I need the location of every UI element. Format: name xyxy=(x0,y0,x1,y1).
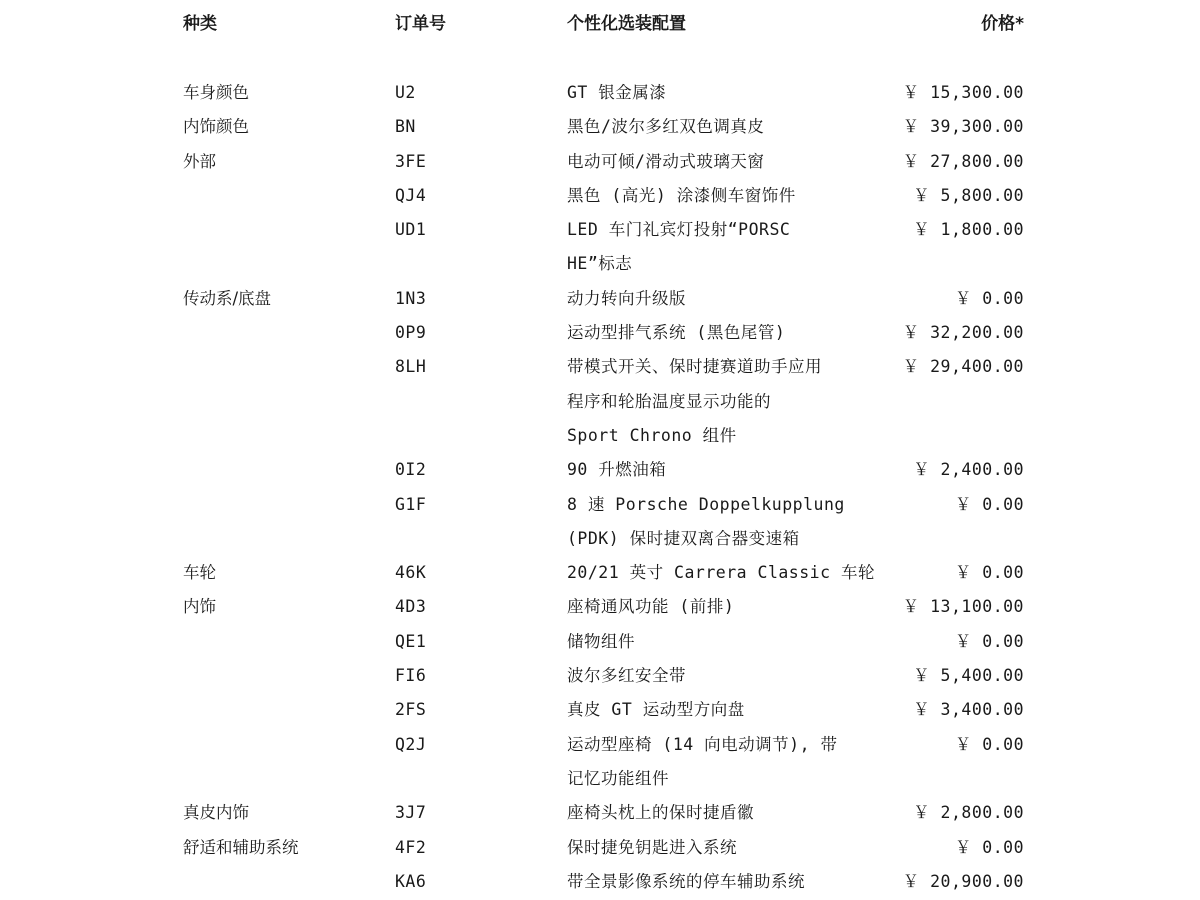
row-option: 波尔多红安全带 xyxy=(567,666,686,686)
table-row xyxy=(0,556,1200,590)
row-option: 20/21 英寸 Carrera Classic 车轮 xyxy=(567,563,875,583)
row-option: 保时捷免钥匙进入系统 xyxy=(567,837,737,857)
row-option: 动力转向升级版 xyxy=(567,288,686,308)
row-price: ￥ 0.00 xyxy=(954,288,1024,308)
table-row xyxy=(0,453,1200,487)
row-option: 座椅头枕上的保时捷盾徽 xyxy=(567,803,754,823)
row-price: ￥ 13,100.00 xyxy=(902,597,1024,617)
header-order-code: 订单号 xyxy=(395,14,446,34)
row-price: ￥ 0.00 xyxy=(954,631,1024,651)
row-code: 4D3 xyxy=(395,597,427,617)
row-code: 3J7 xyxy=(395,803,427,823)
row-price: ￥ 0.00 xyxy=(954,494,1024,514)
row-price: ￥ 39,300.00 xyxy=(902,117,1024,137)
table-row xyxy=(0,316,1200,350)
row-code: 8LH xyxy=(395,357,427,377)
row-option: 储物组件 xyxy=(567,631,635,651)
row-option: LED 车门礼宾灯投射“PORSC HE”标志 xyxy=(567,220,791,274)
row-option: 带模式开关、保时捷赛道助手应用 程序和轮胎温度显示功能的 Sport Chrono 组件 xyxy=(567,357,822,445)
row-option: GT 银金属漆 xyxy=(567,83,667,102)
table-row xyxy=(0,831,1200,865)
row-category: 传动系/底盘 xyxy=(183,288,272,308)
row-code: Q2J xyxy=(395,734,427,754)
row-category: 车身颜色 xyxy=(183,83,249,102)
row-price: ￥ 2,400.00 xyxy=(913,460,1024,480)
row-price: ￥ 1,800.00 xyxy=(913,220,1024,240)
row-code: 1N3 xyxy=(395,288,427,308)
row-option: 运动型座椅 (14 向电动调节), 带 记忆功能组件 xyxy=(567,734,838,788)
table-row xyxy=(0,350,1200,453)
row-category: 内饰 xyxy=(183,597,216,617)
row-code: U2 xyxy=(395,83,416,102)
row-price: ￥ 0.00 xyxy=(954,837,1024,857)
row-price: ￥ 2,800.00 xyxy=(913,803,1024,823)
table-row xyxy=(0,145,1200,179)
table-row xyxy=(0,796,1200,830)
row-category: 内饰颜色 xyxy=(183,117,249,137)
table-header xyxy=(0,10,1200,38)
row-option: 90 升燃油箱 xyxy=(567,460,667,480)
table-row xyxy=(0,693,1200,727)
row-category: 舒适和辅助系统 xyxy=(183,837,299,857)
row-category: 真皮内饰 xyxy=(183,803,249,823)
row-option: 带全景影像系统的停车辅助系统 xyxy=(567,871,805,891)
row-price: ￥ 32,200.00 xyxy=(902,323,1024,343)
row-option: 黑色 (高光) 涂漆侧车窗饰件 xyxy=(567,185,796,205)
row-price: ￥ 0.00 xyxy=(954,563,1024,583)
table-row xyxy=(0,213,1200,282)
row-category: 外部 xyxy=(183,151,216,171)
table-row xyxy=(0,110,1200,144)
table-row xyxy=(0,865,1200,899)
table-row xyxy=(0,625,1200,659)
row-option: 座椅通风功能 (前排) xyxy=(567,597,735,617)
row-price: ￥ 20,900.00 xyxy=(902,871,1024,891)
options-table xyxy=(0,76,1200,899)
row-code: BN xyxy=(395,117,416,137)
row-price: ￥ 3,400.00 xyxy=(913,700,1024,720)
header-option: 个性化选装配置 xyxy=(567,14,686,34)
row-code: 2FS xyxy=(395,700,427,720)
row-price: ￥ 5,800.00 xyxy=(913,185,1024,205)
row-option: 运动型排气系统 (黑色尾管) xyxy=(567,323,786,343)
table-row xyxy=(0,488,1200,557)
row-code: QE1 xyxy=(395,631,427,651)
row-option: 8 速 Porsche Doppelkupplung (PDK) 保时捷双离合器变速箱 xyxy=(567,494,845,548)
table-row xyxy=(0,282,1200,316)
row-option: 真皮 GT 运动型方向盘 xyxy=(567,700,745,720)
row-code: G1F xyxy=(395,494,427,514)
row-code: 0P9 xyxy=(395,323,427,343)
row-option: 黑色/波尔多红双色调真皮 xyxy=(567,117,765,137)
table-row xyxy=(0,76,1200,110)
row-price: ￥ 0.00 xyxy=(954,734,1024,754)
row-code: QJ4 xyxy=(395,185,427,205)
row-code: FI6 xyxy=(395,666,427,686)
row-code: 46K xyxy=(395,563,427,583)
table-row xyxy=(0,590,1200,624)
row-price: ￥ 15,300.00 xyxy=(902,83,1024,102)
row-category: 车轮 xyxy=(183,563,216,583)
table-row xyxy=(0,728,1200,797)
row-code: 4F2 xyxy=(395,837,427,857)
row-option: 电动可倾/滑动式玻璃天窗 xyxy=(567,151,765,171)
row-code: KA6 xyxy=(395,871,427,891)
row-code: 3FE xyxy=(395,151,427,171)
table-row xyxy=(0,659,1200,693)
row-price: ￥ 27,800.00 xyxy=(902,151,1024,171)
row-code: 0I2 xyxy=(395,460,427,480)
table-row xyxy=(0,179,1200,213)
row-code: UD1 xyxy=(395,220,427,240)
header-category: 种类 xyxy=(183,14,217,34)
row-price: ￥ 5,400.00 xyxy=(913,666,1024,686)
row-price: ￥ 29,400.00 xyxy=(902,357,1024,377)
header-price: 价格* xyxy=(981,14,1024,34)
